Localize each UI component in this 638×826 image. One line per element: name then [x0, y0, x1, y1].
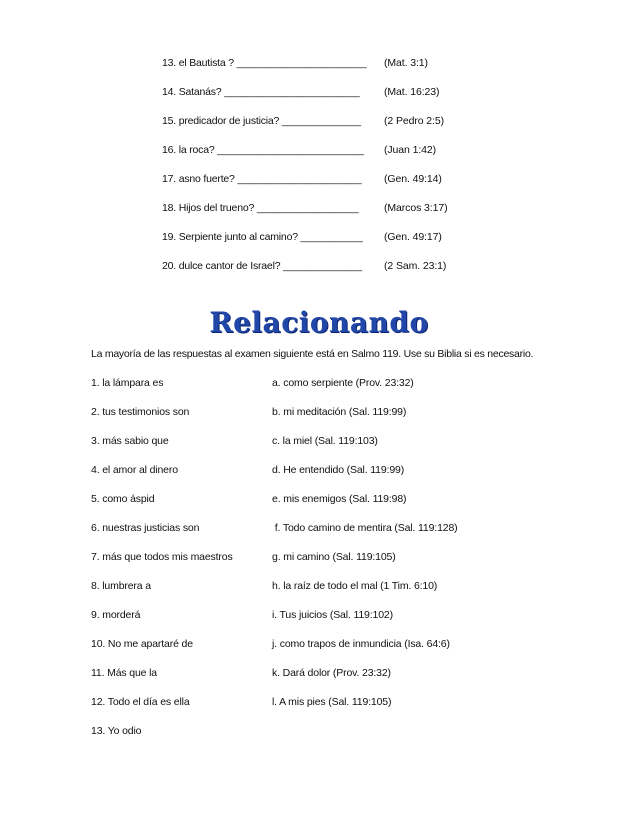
- fill-in-reference: (Marcos 3:17): [384, 202, 448, 214]
- fill-in-reference: (Mat. 3:1): [384, 57, 428, 69]
- fill-in-question: 20. dulce cantor de Israel? ______________: [162, 260, 363, 272]
- fill-in-reference: (Mat. 16:23): [384, 86, 440, 98]
- matching-right-item: g. mi camino (Sal. 119:105): [272, 551, 396, 563]
- matching-left-item: 10. No me apartaré de: [91, 638, 193, 650]
- matching-right-item: d. He entendido (Sal. 119:99): [272, 464, 405, 476]
- matching-right-item: a. como serpiente (Prov. 23:32): [272, 377, 414, 389]
- matching-left-item: 8. lumbrera a: [91, 580, 151, 592]
- matching-left-item: 11. Más que la: [91, 667, 157, 679]
- matching-right-item: f. Todo camino de mentira (Sal. 119:128): [272, 522, 458, 534]
- fill-in-question: 13. el Bautista ? _______________________: [162, 57, 367, 69]
- matching-left-item: 13. Yo odio: [91, 725, 142, 737]
- fill-in-question: 18. Hijos del trueno? __________________: [162, 202, 359, 214]
- matching-left-item: 7. más que todos mis maestros: [91, 551, 233, 563]
- matching-right-item: c. la miel (Sal. 119:103): [272, 435, 378, 447]
- matching-right-item: e. mis enemigos (Sal. 119:98): [272, 493, 407, 505]
- fill-in-question: 16. la roca? __________________________: [162, 144, 364, 156]
- fill-in-question: 17. asno fuerte? ______________________: [162, 173, 362, 185]
- matching-left-item: 9. morderá: [91, 609, 141, 621]
- fill-in-question: 19. Serpiente junto al camino? ___________: [162, 231, 363, 243]
- matching-left-item: 2. tus testimonios son: [91, 406, 190, 418]
- matching-right-item: b. mi meditación (Sal. 119:99): [272, 406, 407, 418]
- matching-left-item: 3. más sabio que: [91, 435, 169, 447]
- fill-in-reference: (Gen. 49:17): [384, 231, 442, 243]
- matching-right-item: i. Tus juicios (Sal. 119:102): [272, 609, 393, 621]
- fill-in-question: 14. Satanás? ________________________: [162, 86, 360, 98]
- matching-left-item: 6. nuestras justicias son: [91, 522, 200, 534]
- fill-in-question: 15. predicador de justicia? ______________: [162, 115, 361, 127]
- instructions-text: La mayoría de las respuestas al examen siguiente está en Salmo 119. Use su Biblia si es necesario.: [91, 348, 534, 360]
- matching-right-item: k. Dará dolor (Prov. 23:32): [272, 667, 391, 679]
- section-title: Relacionando: [209, 306, 429, 339]
- matching-left-item: 1. la lámpara es: [91, 377, 164, 389]
- matching-left-item: 4. el amor al dinero: [91, 464, 178, 476]
- fill-in-reference: (Gen. 49:14): [384, 173, 442, 185]
- matching-left-item: 5. como áspid: [91, 493, 155, 505]
- fill-in-reference: (Juan 1:42): [384, 144, 437, 156]
- fill-in-reference: (2 Pedro 2:5): [384, 115, 444, 127]
- matching-right-item: l. A mis pies (Sal. 119:105): [272, 696, 392, 708]
- matching-right-item: j. como trapos de inmundicia (Isa. 64:6): [272, 638, 450, 650]
- matching-right-item: h. la raíz de todo el mal (1 Tim. 6:10): [272, 580, 438, 592]
- matching-left-item: 12. Todo el día es ella: [91, 696, 190, 708]
- fill-in-reference: (2 Sam. 23:1): [384, 260, 447, 272]
